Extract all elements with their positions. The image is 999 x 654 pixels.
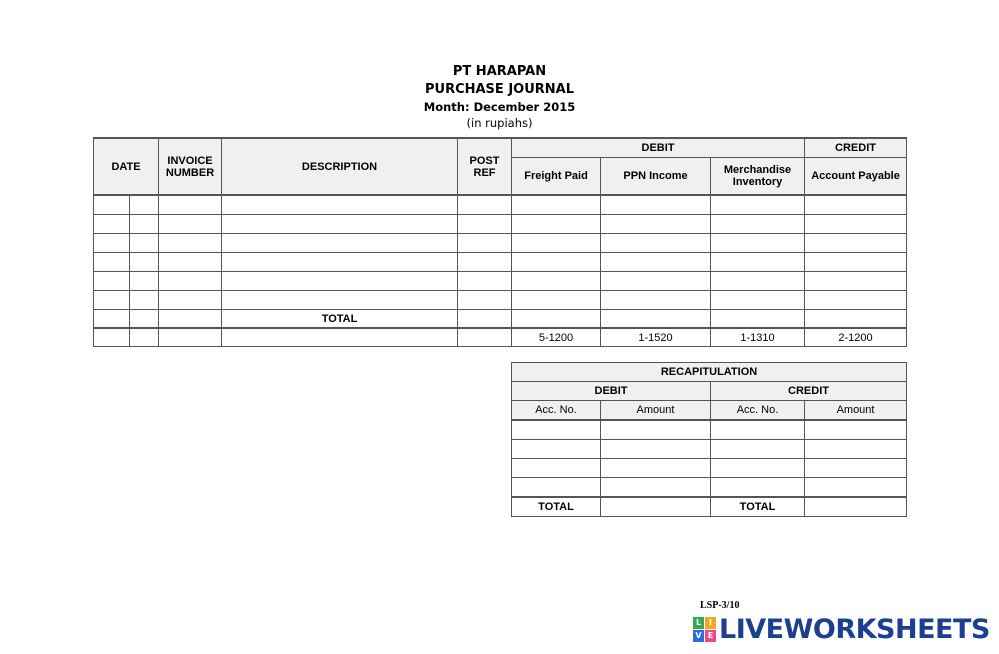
date-day-cell[interactable] xyxy=(130,253,159,272)
ppn-cell[interactable] xyxy=(601,272,711,291)
date-day-cell[interactable] xyxy=(130,272,159,291)
freight-account-number: 5-1200 xyxy=(512,328,601,347)
date-month-cell[interactable] xyxy=(94,310,130,329)
ppn-cell[interactable] xyxy=(601,291,711,310)
freight-cell[interactable] xyxy=(512,234,601,253)
total-label: TOTAL xyxy=(222,310,458,329)
invoice-cell[interactable] xyxy=(159,328,222,347)
date-day-cell[interactable] xyxy=(130,215,159,234)
credit-amount-cell[interactable] xyxy=(805,478,907,498)
debit-amount-cell[interactable] xyxy=(601,478,711,498)
date-month-cell[interactable] xyxy=(94,195,130,215)
credit-acc-cell[interactable] xyxy=(711,459,805,478)
currency-unit: (in rupiahs) xyxy=(466,116,533,130)
form-code: LSP-3/10 xyxy=(700,600,740,611)
date-day-cell[interactable] xyxy=(130,195,159,215)
post-ref-cell[interactable] xyxy=(458,234,512,253)
post-ref-line2: REF xyxy=(473,166,496,179)
ppn-total-cell[interactable] xyxy=(601,310,711,329)
table-row xyxy=(512,478,907,498)
recap-title: RECAPITULATION xyxy=(512,363,907,382)
date-month-cell[interactable] xyxy=(94,253,130,272)
payable-cell[interactable] xyxy=(805,215,907,234)
merch-cell[interactable] xyxy=(711,215,805,234)
credit-acc-cell[interactable] xyxy=(711,478,805,498)
payable-account-number: 2-1200 xyxy=(805,328,907,347)
description-cell[interactable] xyxy=(222,215,458,234)
table-row xyxy=(94,291,907,310)
date-month-cell[interactable] xyxy=(94,272,130,291)
date-day-cell[interactable] xyxy=(130,291,159,310)
invoice-cell[interactable] xyxy=(159,215,222,234)
logo-letter-e: E xyxy=(705,630,716,642)
debit-total-label: TOTAL xyxy=(512,497,601,517)
logo-letter-v: V xyxy=(693,630,704,642)
purchase-journal-table xyxy=(93,137,907,347)
debit-acc-cell[interactable] xyxy=(512,420,601,440)
merch-cell[interactable] xyxy=(711,195,805,215)
ppn-cell[interactable] xyxy=(601,253,711,272)
table-row xyxy=(94,195,907,215)
invoice-cell[interactable] xyxy=(159,234,222,253)
post-ref-line1: POST xyxy=(469,154,500,167)
logo-letter-l: L xyxy=(693,617,704,629)
merch-account-number: 1-1310 xyxy=(711,328,805,347)
table-row xyxy=(512,459,907,478)
date-day-cell[interactable] xyxy=(130,328,159,347)
payable-cell[interactable] xyxy=(805,234,907,253)
ppn-cell[interactable] xyxy=(601,234,711,253)
debit-group-header: DEBIT xyxy=(512,138,805,158)
ppn-cell[interactable] xyxy=(601,215,711,234)
date-month-cell[interactable] xyxy=(94,234,130,253)
freight-cell[interactable] xyxy=(512,272,601,291)
date-day-cell[interactable] xyxy=(130,310,159,329)
merchandise-inventory-header xyxy=(711,158,805,196)
credit-amount-header: Amount xyxy=(805,401,907,421)
post-ref-cell[interactable] xyxy=(458,291,512,310)
merch-cell[interactable] xyxy=(711,272,805,291)
date-header: DATE xyxy=(94,138,159,195)
credit-total-cell[interactable] xyxy=(805,497,907,517)
ppn-income-header: PPN Income xyxy=(601,158,711,196)
credit-total-label: TOTAL xyxy=(711,497,805,517)
invoice-cell[interactable] xyxy=(159,291,222,310)
invoice-cell[interactable] xyxy=(159,272,222,291)
table-row xyxy=(94,253,907,272)
invoice-number-header xyxy=(159,138,222,195)
payable-cell[interactable] xyxy=(805,272,907,291)
table-row xyxy=(94,272,907,291)
credit-acc-cell[interactable] xyxy=(711,440,805,459)
invoice-header-line2: NUMBER xyxy=(165,166,215,179)
debit-amount-cell[interactable] xyxy=(601,459,711,478)
invoice-cell[interactable] xyxy=(159,195,222,215)
liveworksheets-icon xyxy=(693,617,716,642)
description-cell[interactable] xyxy=(222,234,458,253)
payable-cell[interactable] xyxy=(805,195,907,215)
freight-paid-header: Freight Paid xyxy=(512,158,601,196)
debit-acc-no-header: Acc. No. xyxy=(512,401,601,421)
liveworksheets-brand: LIVEWORKSHEETS xyxy=(719,614,990,645)
logo-letter-i: I xyxy=(705,617,716,629)
debit-acc-cell[interactable] xyxy=(512,440,601,459)
credit-amount-cell[interactable] xyxy=(805,459,907,478)
description-cell[interactable] xyxy=(222,253,458,272)
table-row xyxy=(512,440,907,459)
table-row xyxy=(94,234,907,253)
post-ref-cell[interactable] xyxy=(458,328,512,347)
payable-total-cell[interactable] xyxy=(805,310,907,329)
merch-cell[interactable] xyxy=(711,291,805,310)
freight-cell[interactable] xyxy=(512,291,601,310)
post-ref-cell[interactable] xyxy=(458,310,512,329)
merch-cell[interactable] xyxy=(711,234,805,253)
debit-acc-cell[interactable] xyxy=(512,478,601,498)
account-number-row xyxy=(94,328,907,347)
invoice-cell[interactable] xyxy=(159,310,222,329)
freight-cell[interactable] xyxy=(512,253,601,272)
ppn-account-number: 1-1520 xyxy=(601,328,711,347)
credit-group-header: CREDIT xyxy=(805,138,907,158)
recap-total-row xyxy=(512,497,907,517)
table-row xyxy=(94,215,907,234)
total-row xyxy=(94,310,907,329)
merch-total-cell[interactable] xyxy=(711,310,805,329)
debit-amount-cell[interactable] xyxy=(601,440,711,459)
date-month-cell[interactable] xyxy=(94,328,130,347)
credit-amount-cell[interactable] xyxy=(805,440,907,459)
payable-cell[interactable] xyxy=(805,291,907,310)
debit-total-cell[interactable] xyxy=(601,497,711,517)
merch-line2: Inventory xyxy=(732,176,783,188)
freight-cell[interactable] xyxy=(512,195,601,215)
recap-debit-header: DEBIT xyxy=(512,382,711,401)
freight-total-cell[interactable] xyxy=(512,310,601,329)
post-ref-cell[interactable] xyxy=(458,272,512,291)
merch-cell[interactable] xyxy=(711,253,805,272)
date-month-cell[interactable] xyxy=(94,291,130,310)
debit-amount-cell[interactable] xyxy=(601,420,711,440)
date-day-cell[interactable] xyxy=(130,234,159,253)
journal-month: Month: December 2015 xyxy=(423,100,576,114)
payable-cell[interactable] xyxy=(805,253,907,272)
freight-cell[interactable] xyxy=(512,215,601,234)
ppn-cell[interactable] xyxy=(601,195,711,215)
merch-line1: Merchandise xyxy=(723,164,792,176)
date-month-cell[interactable] xyxy=(94,215,130,234)
credit-acc-cell[interactable] xyxy=(711,420,805,440)
debit-acc-cell[interactable] xyxy=(512,459,601,478)
description-cell[interactable] xyxy=(222,291,458,310)
invoice-header-line1: INVOICE xyxy=(167,154,213,167)
description-header: DESCRIPTION xyxy=(222,138,458,195)
company-name: PT HARAPAN xyxy=(452,64,547,79)
post-ref-cell[interactable] xyxy=(458,215,512,234)
post-ref-header xyxy=(458,138,512,195)
description-cell[interactable] xyxy=(222,272,458,291)
description-cell[interactable] xyxy=(222,195,458,215)
post-ref-cell[interactable] xyxy=(458,195,512,215)
recapitulation-table xyxy=(511,362,907,517)
recap-credit-header: CREDIT xyxy=(711,382,907,401)
liveworksheets-logo[interactable] xyxy=(693,614,990,645)
debit-amount-header: Amount xyxy=(601,401,711,421)
account-payable-header: Account Payable xyxy=(805,158,907,196)
credit-amount-cell[interactable] xyxy=(805,420,907,440)
post-ref-cell[interactable] xyxy=(458,253,512,272)
journal-title: PURCHASE JOURNAL xyxy=(424,82,575,97)
table-row xyxy=(512,420,907,440)
description-cell[interactable] xyxy=(222,328,458,347)
invoice-cell[interactable] xyxy=(159,253,222,272)
credit-acc-no-header: Acc. No. xyxy=(711,401,805,421)
